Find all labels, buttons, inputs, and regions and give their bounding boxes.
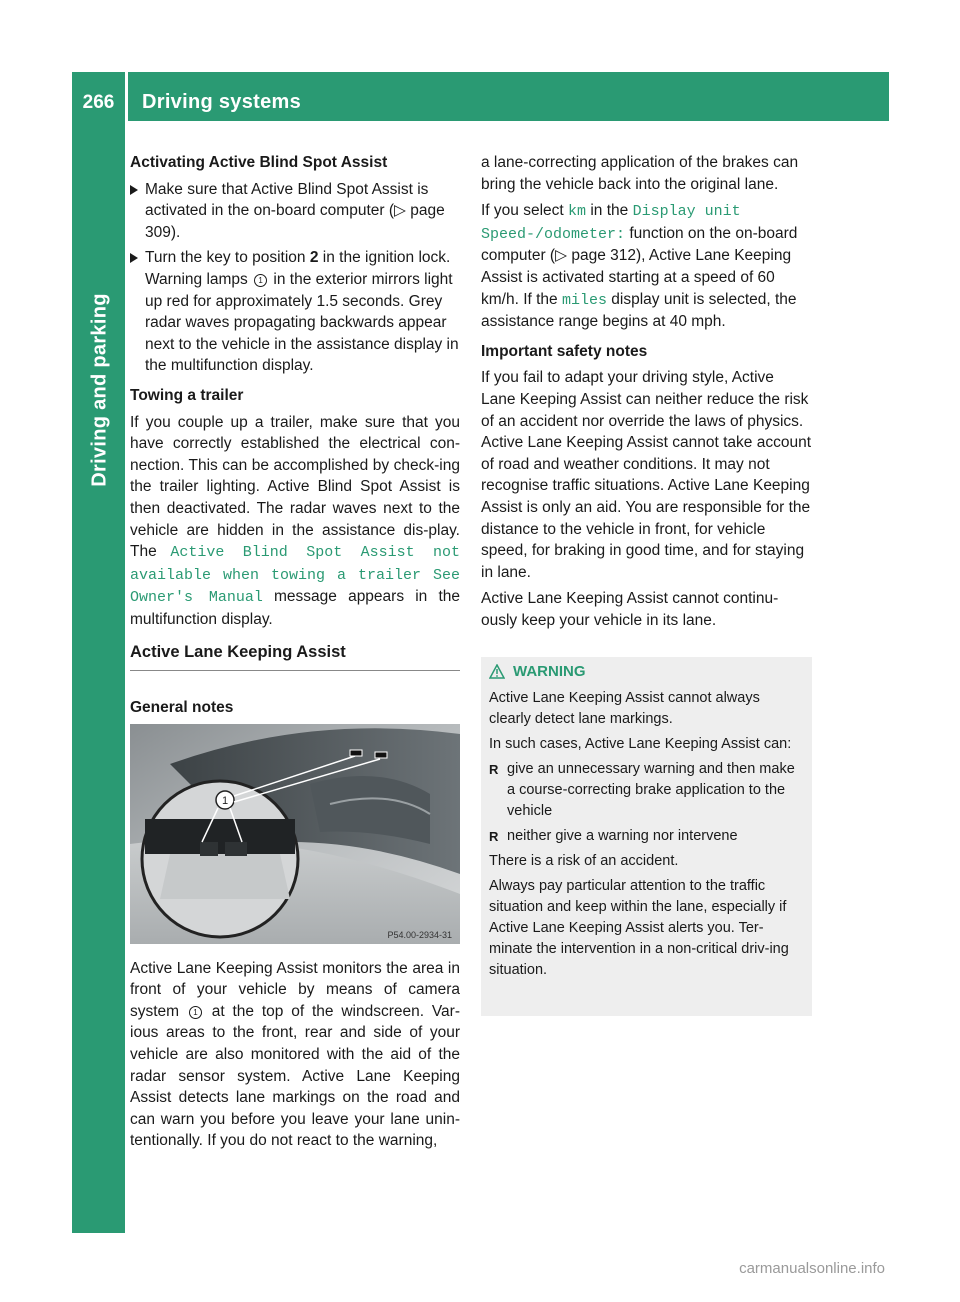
windscreen-camera-photo — [130, 724, 460, 944]
header-separator — [125, 72, 128, 121]
warning-p1: Active Lane Keeping Assist cannot always clearly detect lane markings. — [489, 690, 760, 727]
step-item — [130, 247, 460, 377]
callout-1-icon: 1 — [254, 274, 267, 287]
miles-unit: miles — [561, 291, 607, 309]
section-title: Driving systems — [142, 91, 302, 113]
select-text: If you select — [481, 202, 569, 220]
general-paragraph — [130, 958, 460, 1152]
left-column — [130, 152, 460, 1157]
continuous-paragraph: Active Lane Keeping Assist cannot continu-ously keep your vehicle in its lane. — [481, 590, 779, 629]
display-message: Active Blind Spot Assist not available when towing a trailer See Owner's Manual — [130, 544, 460, 607]
photo-code: P54.00-2934-31 — [387, 929, 452, 940]
general-text: at the top of the windscreen. Var-ious areas to the front, rear and side of your vehicle are also monitored with the aid of the radar sensor system. Active Lane Keeping Assist detects lane markings on the road and can warn you before you leave your lane unin-tentionally. If you do not react to the warning, — [130, 1002, 460, 1150]
page-number: 266 — [82, 92, 115, 113]
step-text: in the exterior mirrors light up red for approximately 1.5 seconds. Grey radar waves propagating backwards appear next to the vehicle in the assistance display in the multifunction display. — [145, 270, 459, 375]
towing-text: message appears in the multifunction display. — [130, 588, 460, 628]
continued-paragraph: a lane-correcting application of the brakes can bring the vehicle back into the original lane. — [481, 154, 799, 193]
warning-p3: There is a risk of an accident. — [489, 853, 679, 869]
side-tab — [72, 121, 125, 1233]
ignition-position: 2 — [309, 249, 319, 267]
photo-callout-1: 1 — [221, 794, 229, 807]
side-tab-label: Driving and parking — [88, 293, 111, 487]
warning-bullet: R give an unnecessary warning and then make a course-correcting brake application to the vehicle — [489, 759, 804, 822]
towing-heading: Towing a trailer — [130, 386, 244, 404]
safety-paragraph: If you fail to adapt your driving style, Active Lane Keeping Assist can neither reduce the risk of an accident nor override the laws of physics. Active Lane Keeping Assist cannot take account of road and weather conditions. It may not recognise traffic situations. Active Lane Keeping Assist is only an aid. You are responsible for the distance to the vehicle in front, for vehicle speed, for braking in good time, and for staying in lane. — [481, 369, 812, 581]
step-text: Make sure that Active Blind Spot Assist is activated in the on-board computer ( — [145, 180, 429, 220]
warning-title — [489, 661, 804, 682]
warning-bullet: R neither give a warning nor intervene — [489, 826, 804, 847]
step-text: Turn the key to position — [145, 249, 310, 267]
callout-1-icon: 1 — [189, 1006, 202, 1019]
select-text: in the — [586, 202, 633, 220]
towing-text: If you couple up a trailer, make sure that you have correctly established the electrical con-nection. This can be accomplished by check-ing the trailer lighting. Active Blind Spot Assist is then deactivated. The radar waves next to the vehicle are hidden in the assistance dis-play. The — [130, 413, 460, 561]
lane-keeping-heading: Active Lane Keeping Assist — [130, 642, 460, 671]
warning-triangle-icon — [489, 664, 505, 679]
warning-p4: Always pay particular attention to the traffic situation and keep within the lane, especially if Active Lane Keeping Assist alerts you. Ter-minate the intervention in a non-critical driv-ing situation. — [489, 878, 789, 978]
activating-heading: Activating Active Blind Spot Assist — [130, 154, 388, 171]
select-paragraph — [481, 200, 812, 333]
general-notes-heading: General notes — [130, 699, 234, 717]
select-text: display unit is selected, the assistance range begins at 40 mph. — [481, 290, 797, 331]
step-arrow-icon — [130, 253, 138, 263]
select-text: function on the on-board computer ( — [481, 224, 798, 265]
step-item — [130, 179, 460, 244]
step-text: in the ignition lock. — [318, 249, 451, 267]
towing-paragraph — [130, 412, 460, 631]
right-column — [481, 152, 812, 636]
watermark: carmanualsonline.info — [739, 1260, 885, 1277]
general-text: Active Lane Keeping Assist monitors the area in front of your vehicle by means of camera system — [130, 959, 460, 1020]
step-arrow-icon — [130, 185, 138, 195]
page-ref-link[interactable]: page 309). — [145, 202, 445, 241]
step-text: Warning lamps — [145, 270, 253, 288]
warning-box — [481, 657, 812, 1016]
km-unit: km — [568, 203, 587, 221]
warning-label: WARNING — [513, 663, 586, 680]
page-ref-icon: ▷ — [394, 202, 406, 220]
page-ref-link[interactable]: page 312), Active Lane Keeping Assist is activated starting at a speed of 60 km/h. If the — [481, 247, 792, 308]
warning-p2: In such cases, Active Lane Keeping Assist can: — [489, 736, 792, 752]
page-ref-icon: ▷ — [555, 247, 568, 265]
safety-heading: Important safety notes — [481, 342, 648, 360]
display-unit-menu: Display unit Speed-/odometer: — [481, 203, 741, 243]
